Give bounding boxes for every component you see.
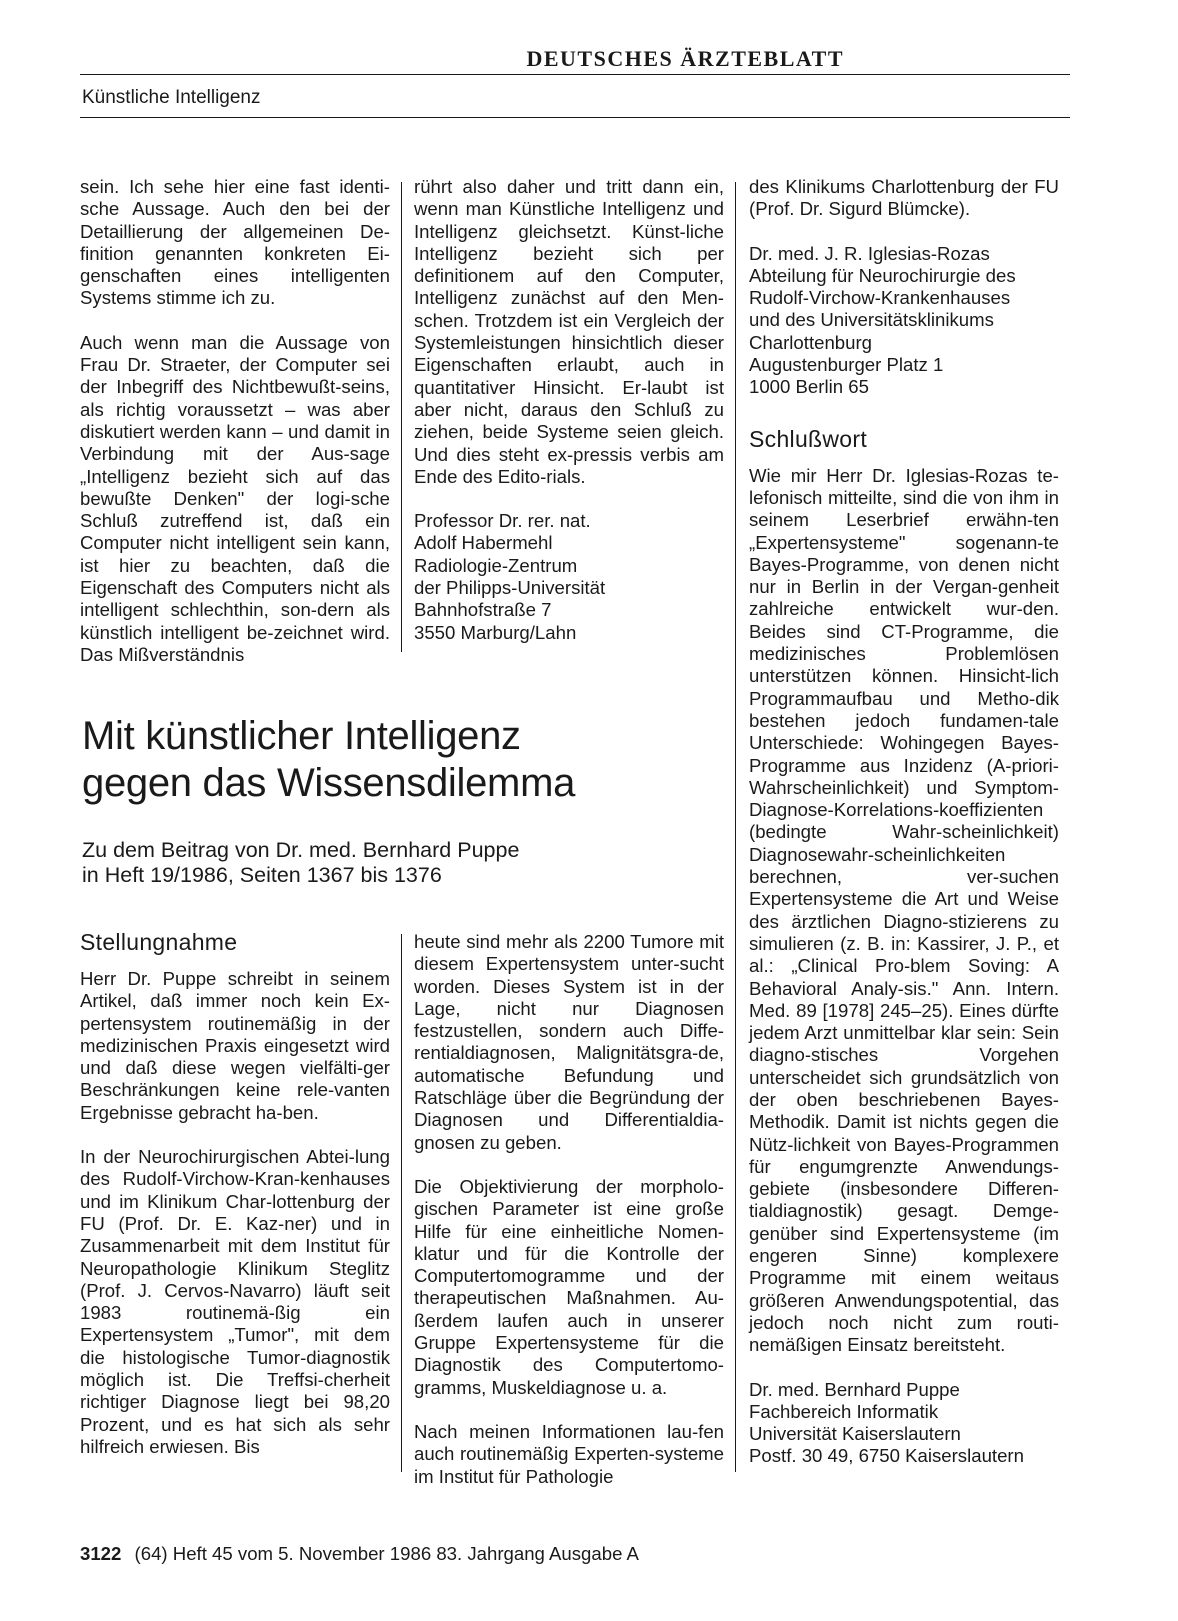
subtitle-line: Zu dem Beitrag von Dr. med. Bernhard Puppe <box>82 838 520 862</box>
article-title <box>82 713 682 807</box>
column-rule <box>735 182 736 1472</box>
signature-line: Fachbereich Informatik <box>749 1400 939 1422</box>
paragraph: heute sind mehr als 2200 Tumore mit diesem Expertensystem unter-sucht worden. Dieses System ist in der Lage, nicht nur Diagnosen festzustellen, sondern auch Diffe-rentialdiagnosen, Malignitätsgra-de, automatische Befundung und Ratschläge über die Begründung der Diagnosen und Differentialdia-gnosen zu geben. <box>414 931 724 1153</box>
column-rule <box>401 182 402 652</box>
author-address <box>749 243 1059 399</box>
subtitle-line: in Heft 19/1986, Seiten 1367 bis 1376 <box>82 863 442 887</box>
address-line: Radiologie-Zentrum <box>414 554 578 576</box>
address-line: 3550 Marburg/Lahn <box>414 621 577 643</box>
section-label: Künstliche Intelligenz <box>82 87 261 108</box>
paragraph: des Klinikums Charlottenburg der FU (Prof. Dr. Sigurd Blümcke). <box>749 176 1059 220</box>
signature-line: Universität Kaiserslautern <box>749 1423 961 1445</box>
page-number: 3122 <box>80 1543 122 1564</box>
issue-info: (64) Heft 45 vom 5. November 1986 83. Jahrgang Ausgabe A <box>134 1543 639 1564</box>
address-line: Rudolf-Virchow-Krankenhauses <box>749 287 1011 309</box>
author-address <box>414 510 724 644</box>
address-line: Abteilung für Neurochirurgie des <box>749 264 1016 286</box>
address-line: 1000 Berlin 65 <box>749 376 869 398</box>
address-line: Professor Dr. rer. nat. <box>414 510 591 532</box>
paragraph: Nach meinen Informationen lau-fen auch routinemäßig Experten-systeme im Institut für Pathologie <box>414 1420 724 1487</box>
column-rule <box>401 934 402 1472</box>
paragraph: sein. Ich sehe hier eine fast identi-sche Aussage. Auch den bei der Detaillierung der allgemeinen De-finition genannten konkreten Ei-genschaften eines intelligenten Systems stimme ich zu. <box>80 176 390 309</box>
paragraph: rührt also daher und tritt dann ein, wenn man Künstliche Intelligenz und Intelligenz gleichsetzt. Künst-liche Intelligenz bezieht sich per definitionem auf den Computer, Intelligenz zunächst auf den Men-schen. Trotzdem ist ein Vergleich der Systemleistungen hinsichtlich dieser Eigenschaften erlaubt, auch in quantitativer Hinsicht. Er-laubt ist aber nicht, daraus den Schluß zu ziehen, beide Systeme seien gleich. Und dies steht ex-pressis verbis am Ende des Edito-rials. <box>414 176 724 487</box>
page-footer <box>80 1543 639 1565</box>
signature-line: Dr. med. Bernhard Puppe <box>749 1378 960 1400</box>
address-line: Bahnhofstraße 7 <box>414 599 552 621</box>
address-line: der Philipps-Universität <box>414 577 606 599</box>
paragraph: Wie mir Herr Dr. Iglesias-Rozas te-lefonisch mitteilte, sind die von ihm in seinem Leserbrief erwähn-ten „Expertensysteme" sogenann-te Bayes-Programme, von denen nicht nur in Berlin in der Vergan-genheit zahlreiche entwickelt wur-den. Beides sind CT-Programme, die medizinisches Problemlösen unterstützen können. Hinsicht-lich Programmaufbau und Metho-dik bestehen jedoch fundamen-tale Unterschiede: Wohingegen Bayes-Programme aus Inzidenz (A-priori-Wahrscheinlichkeit) und Symptom-Diagnose-Korrelations-koeffizienten (bedingte Wahr-scheinlichkeit) Diagnosewahr-scheinlichkeiten berechnen, ver-suchen Expertensysteme die Art und Weise des ärztlichen Diagno-stizierens zu simulieren (z. B. in: Kassirer, J. P., et al.: „Clinical Pro-blem Soving: A Behavioral Analy-sis." Ann. Intern. Med. 89 [1978] 245–25). Eines dürfte jedem Arzt unmittelbar klar sein: Sein diagno-stisches Vorgehen unterscheidet sich grundsätzlich von der oben beschriebenen Bayes-Methodik. Damit ist nichts gegen die Nütz-lichkeit von Bayes-Programmen für engumgrenzte Anwendungs-gebiete (insbesondere Differen-tialdiagnostik) gesagt. Demge-genüber sind Expertensysteme (im engeren Sinne) komplexere Programme mit einem weitaus größeren Anwendungspotential, das jedoch noch nicht zum routi-nemäßigen Einsatz bereitsteht. <box>749 464 1059 1356</box>
title-line: gegen das Wissensdilemma <box>82 761 576 805</box>
section-heading: Schlußwort <box>749 425 868 452</box>
bottom-column-2 <box>414 931 724 1488</box>
signature-line: Postf. 30 49, 6750 Kaiserslautern <box>749 1445 1024 1467</box>
paragraph: Die Objektivierung der morpholo-gischen Parameter ist eine große Hilfe für eine einheitliche Nomen-klatur und für die Kontrolle der Computertomogramme und der therapeutischen Maßnahmen. Au-ßerdem laufen auch in unserer Gruppe Expertensysteme für die Diagnostik des Computertomo-gramms, Muskeldiagnose u. a. <box>414 1175 724 1398</box>
top-column-2 <box>414 176 724 644</box>
address-line: Augustenburger Platz 1 <box>749 354 944 376</box>
header-rule-bottom <box>80 117 1070 118</box>
title-line: Mit künstlicher Intelligenz <box>82 714 521 758</box>
author-signature <box>749 1379 1059 1468</box>
right-column <box>749 176 1059 1468</box>
header-rule-top <box>80 74 1070 75</box>
paragraph: Herr Dr. Puppe schreibt in seinem Artikel, daß immer noch kein Ex-pertensystem routinemäßig in der medizinischen Praxis eingesetzt wird und daß diese wegen vielfälti-ger Beschränkungen keine rele-vanten Ergebnisse gebracht ha-ben. <box>80 968 390 1123</box>
address-line: und des Universitätsklinikums <box>749 309 994 331</box>
section-heading: Stellungnahme <box>80 929 238 955</box>
masthead: DEUTSCHES ÄRZTEBLATT <box>526 46 844 71</box>
paragraph: Auch wenn man die Aussage von Frau Dr. Straeter, der Computer sei der Inbegriff des Nichtbewußt-seins, als richtig voraussetzt – was aber diskutiert werden kann – und damit in Verbindung mit der Aus-sage „Intelligenz bezieht sich auf das bewußte Denken" der logi-sche Schluß zutreffend ist, daß ein Computer nicht intelligent sein kann, ist hier zu beachten, daß die Eigenschaft des Computers nicht als intelligent schlechthin, son-dern als künstlich intelligent be-zeichnet wird. Das Mißverständnis <box>80 331 390 665</box>
address-line: Dr. med. J. R. Iglesias-Rozas <box>749 242 990 264</box>
paragraph: In der Neurochirurgischen Abtei-lung des Rudolf-Virchow-Kran-kenhauses und im Klinikum Char-lottenburg der FU (Prof. Dr. E. Kaz-ner) und in Zusammenarbeit mit dem Institut für Neuropathologie Klinikum Steglitz (Prof. J. Cervos-Navarro) läuft seit 1983 routinemä-ßig ein Expertensystem „Tumor", mit dem die histologische Tumor-diagnostik möglich ist. Die Treffsi-cherheit richtiger Diagnose liegt bei 98,20 Prozent, und es hat sich als sehr hilfreich erwiesen. Bis <box>80 1146 390 1457</box>
top-column-1 <box>80 176 390 666</box>
bottom-column-1 <box>80 928 390 1458</box>
address-line: Charlottenburg <box>749 331 873 353</box>
address-line: Adolf Habermehl <box>414 532 553 554</box>
article-subtitle <box>82 838 682 888</box>
